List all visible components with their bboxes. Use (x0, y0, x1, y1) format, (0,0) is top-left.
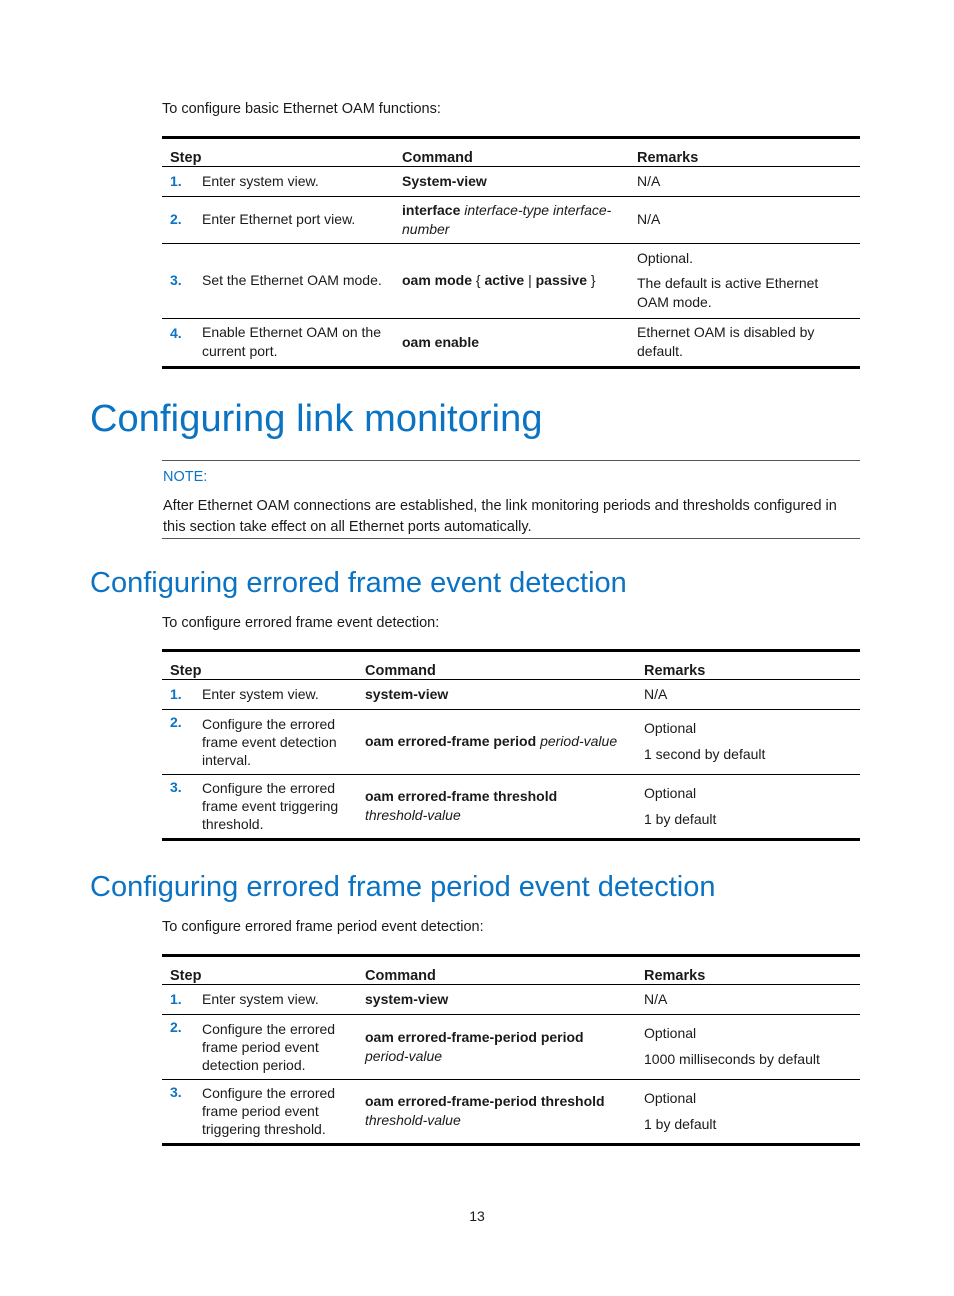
remarks-line: 1 second by default (644, 746, 766, 763)
command-option-passive: passive (535, 272, 587, 289)
step-text: Enter system view. (202, 991, 319, 1008)
step-text: Configure the errored frame event detection interval. (194, 709, 357, 774)
section-title-errored-frame-period: Configuring errored frame period event detection (90, 871, 716, 903)
header-remarks: Remarks (636, 956, 860, 985)
step-text: Enter system view. (202, 172, 319, 189)
table-row (162, 318, 860, 367)
page-number: 13 (469, 1208, 485, 1224)
command-argument: threshold-value (365, 807, 461, 824)
header-remarks: Remarks (636, 651, 860, 680)
command-keyword: oam errored-frame-period threshold (365, 1093, 605, 1110)
note-box (162, 460, 860, 539)
section-title-link-monitoring: Configuring link monitoring (90, 398, 543, 440)
note-text: After Ethernet OAM connections are established, the link monitoring periods and thresholds configured in this section take effect on all Ethernet ports automatically. (163, 498, 837, 535)
command-cell (394, 318, 629, 367)
step-text: Enter system view. (202, 686, 319, 703)
header-step: Step (162, 138, 394, 167)
step-text: Enable Ethernet OAM on the current port. (194, 318, 394, 367)
command-cell (394, 167, 629, 196)
note-label: NOTE: (163, 469, 208, 485)
section3-intro: To configure errored frame period event detection: (162, 919, 484, 935)
remarks-cell (636, 774, 860, 839)
remarks-cell (636, 1014, 860, 1079)
remarks-line: 1000 milliseconds by default (644, 1051, 820, 1068)
step-text: Enter Ethernet port view. (194, 196, 394, 243)
step-text: Configure the errored frame period event detection period. (194, 1014, 357, 1079)
remarks-line: Optional. (637, 250, 694, 267)
option-separator: | (528, 272, 532, 289)
header-step: Step (162, 651, 357, 680)
command-keyword: interface (402, 201, 461, 218)
header-command: Command (357, 956, 636, 985)
errored-frame-period-table (162, 954, 860, 1146)
table-row (162, 243, 860, 318)
table-row (162, 774, 860, 839)
command-cell (357, 1079, 636, 1144)
remarks-line: The default is active Ethernet OAM mode. (637, 275, 819, 311)
brace-close: } (590, 272, 596, 289)
section2-intro: To configure errored frame event detection: (162, 615, 440, 631)
command-keyword: oam enable (402, 333, 480, 350)
command-argument: period-value (540, 733, 618, 750)
command-keyword: system-view (365, 991, 449, 1008)
step-number: 1. (170, 686, 182, 703)
step-text: Configure the errored frame period event triggering threshold. (194, 1079, 357, 1144)
remarks-cell: N/A (637, 172, 661, 189)
command-cell (357, 680, 636, 709)
command-keyword: oam errored-frame period (365, 733, 537, 750)
command-cell (357, 774, 636, 839)
remarks-cell: N/A (644, 686, 668, 703)
header-command: Command (357, 651, 636, 680)
remarks-line: Optional (644, 784, 697, 801)
step-number: 4. (162, 318, 194, 367)
step-number: 2. (162, 1014, 194, 1079)
step-text: Set the Ethernet OAM mode. (194, 243, 394, 318)
errored-frame-table (162, 649, 860, 841)
header-command: Command (394, 138, 629, 167)
table1-intro: To configure basic Ethernet OAM functions: (162, 101, 441, 117)
remarks-line: 1 by default (644, 1115, 717, 1132)
command-cell (394, 196, 629, 243)
command-cell (394, 243, 629, 318)
command-argument: period-value (365, 1047, 443, 1064)
command-cell (357, 1014, 636, 1079)
table-row (162, 196, 860, 243)
table-row (162, 1079, 860, 1144)
step-number: 3. (162, 243, 194, 318)
remarks-cell (636, 1079, 860, 1144)
basic-oam-table (162, 136, 860, 369)
remarks-line: Optional (644, 1025, 697, 1042)
remarks-cell: Ethernet OAM is disabled by default. (629, 318, 860, 367)
step-number: 1. (170, 991, 182, 1008)
command-cell (357, 709, 636, 774)
command-argument: threshold-value (365, 1112, 461, 1129)
command-keyword: oam errored-frame threshold (365, 788, 558, 805)
command-keyword: oam mode (402, 272, 473, 289)
remarks-cell (629, 243, 860, 318)
section-title-errored-frame: Configuring errored frame event detection (90, 567, 627, 599)
table-row (162, 985, 860, 1014)
header-remarks: Remarks (629, 138, 860, 167)
command-cell (357, 985, 636, 1014)
table-row (162, 167, 860, 196)
command-option-active: active (484, 272, 525, 289)
table-header-row (162, 138, 860, 167)
table-row (162, 1014, 860, 1079)
remarks-cell (636, 709, 860, 774)
command-argument: interface-type interface-number (402, 201, 612, 237)
step-number: 1. (170, 172, 182, 189)
command-keyword: System-view (402, 172, 487, 189)
command-keyword: oam errored-frame-period period (365, 1028, 584, 1045)
remarks-line: 1 by default (644, 810, 717, 827)
remarks-cell: N/A (629, 196, 860, 243)
brace-open: { (475, 272, 481, 289)
header-step: Step (162, 956, 357, 985)
table-row (162, 709, 860, 774)
table-header-row (162, 651, 860, 680)
remarks-line: Optional (644, 1089, 697, 1106)
remarks-line: Optional (644, 720, 697, 737)
step-number: 2. (162, 709, 194, 774)
step-number: 3. (162, 1079, 194, 1144)
table-header-row (162, 956, 860, 985)
step-number: 3. (162, 774, 194, 839)
command-keyword: system-view (365, 686, 449, 703)
step-text: Configure the errored frame event triggering threshold. (194, 774, 357, 839)
remarks-cell: N/A (644, 991, 668, 1008)
table-row (162, 680, 860, 709)
step-number: 2. (162, 196, 194, 243)
